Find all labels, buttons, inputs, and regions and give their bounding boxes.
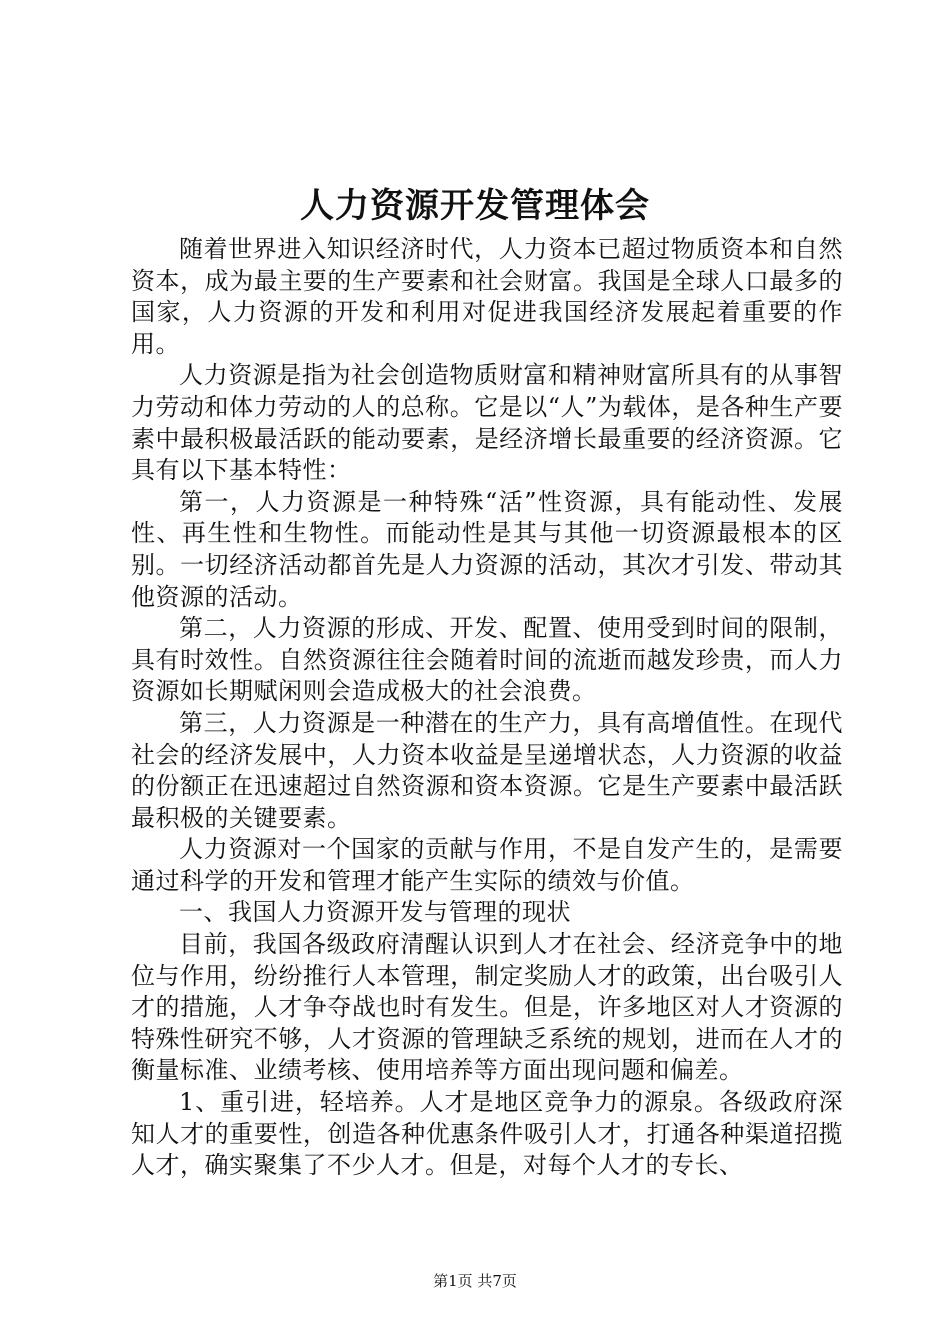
section-heading-status: 一、我国人力资源开发与管理的现状 bbox=[179, 898, 571, 927]
paragraph-trait-1: 第一，人力资源是一种特殊“活”性资源，具有能动性、发展性、再生性和生物性。而能动性是其与其他一切资源最根本的区别。一切经济活动都首先是人力资源的活动，其次才引发、带动其他资源的活动。 bbox=[131, 487, 843, 611]
paragraph-definition: 人力资源是指为社会创造物质财富和精神财富所具有的从事智力劳动和体力劳动的人的总称。它是以“人”为载体，是各种生产要素中最积极最活跃的能动要素，是经济增长最重要的经济资源。它具有以下基本特性： bbox=[131, 361, 843, 485]
paragraph-trait-2: 第二，人力资源的形成、开发、配置、使用受到时间的限制，具有时效性。自然资源往往会随着时间的流逝而越发珍贵，而人力资源如长期赋闲则会造成极大的社会浪费。 bbox=[131, 614, 843, 706]
paragraph-contribution: 人力资源对一个国家的贡献与作用，不是自发产生的，是需要通过科学的开发和管理才能产生实际的绩效与价值。 bbox=[131, 835, 843, 895]
document-title: 人力资源开发管理体会 bbox=[300, 186, 650, 226]
paragraph-intro: 随着世界进入知识经济时代，人力资本已超过物质资本和自然资本，成为最主要的生产要素和社会财富。我国是全球人口最多的国家，人力资源的开发和利用对促进我国经济发展起着重要的作用。 bbox=[131, 235, 843, 358]
page-footer: 第1页 共7页 bbox=[433, 1272, 517, 1290]
paragraph-status: 目前，我国各级政府清醒认识到人才在社会、经济竞争中的地位与作用，纷纷推行人本管理，制定奖励人才的政策，出台吸引人才的措施，人才争夺战也时有发生。但是，许多地区对人才资源的特殊性研究不够，人才资源的管理缺乏系统的规划，进而在人才的衡量标准、业绩考核、使用培养等方面出现问题和偏差。 bbox=[131, 930, 843, 1085]
paragraph-trait-3: 第三，人力资源是一种潜在的生产力，具有高增值性。在现代社会的经济发展中，人力资本收益是呈递增状态，人力资源的收益的份额正在迅速超过自然资源和资本资源。它是生产要素中最活跃最积极的关键要素。 bbox=[131, 708, 843, 832]
document-body bbox=[131, 234, 843, 1182]
paragraph-point-1: 1、重引进，轻培养。人才是地区竞争力的源泉。各级政府深知人才的重要性，创造各种优惠条件吸引人才，打通各种渠道招揽人才，确实聚集了不少人才。但是，对每个人才的专长、 bbox=[131, 1088, 843, 1180]
